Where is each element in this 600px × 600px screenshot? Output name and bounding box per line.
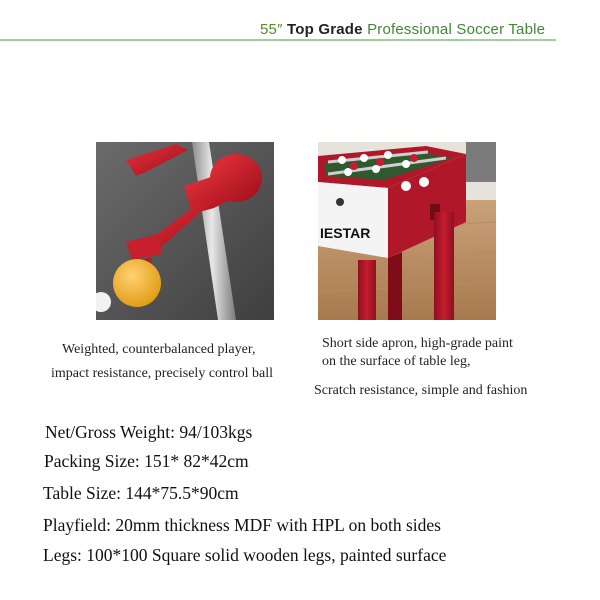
table-caption-line1: Short side apron, high-grade paint bbox=[322, 336, 513, 351]
spec-playfield: Playfield: 20mm thickness MDF with HPL on both sides bbox=[43, 515, 441, 535]
header-divider bbox=[0, 39, 556, 41]
player-illustration bbox=[96, 142, 274, 320]
title-grade: Top Grade bbox=[286, 21, 363, 38]
table-logo-text: IESTAR bbox=[320, 225, 371, 241]
spec-packing-size: Packing Size: 151* 82*42cm bbox=[44, 451, 249, 471]
table-corner-image bbox=[318, 142, 496, 320]
player-caption-line2: impact resistance, precisely control ball bbox=[51, 366, 273, 381]
player-caption-line1: Weighted, counterbalanced player, bbox=[62, 342, 256, 357]
spec-table-size: Table Size: 144*75.5*90cm bbox=[43, 483, 239, 503]
spec-weight: Net/Gross Weight: 94/103kgs bbox=[45, 422, 253, 442]
spec-legs: Legs: 100*100 Square solid wooden legs, painted surface bbox=[43, 545, 447, 565]
player-closeup-image bbox=[96, 142, 274, 320]
table-caption-line2: on the surface of table leg, bbox=[322, 354, 471, 369]
page-title bbox=[260, 21, 545, 38]
title-product: Professional Soccer Table bbox=[367, 21, 546, 38]
title-size: 55″ bbox=[260, 21, 283, 38]
table-caption-line3: Scratch resistance, simple and fashion bbox=[314, 383, 528, 398]
table-illustration bbox=[318, 142, 496, 320]
